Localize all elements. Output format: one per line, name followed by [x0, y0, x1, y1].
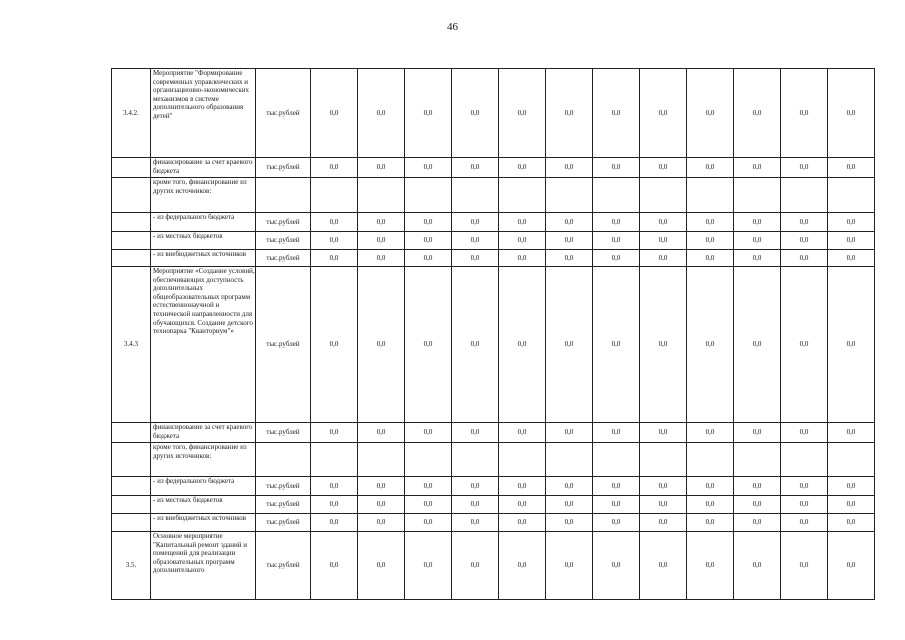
value-cell: 0,0	[687, 232, 734, 250]
value-cell: 0,0	[358, 250, 405, 267]
table-row	[112, 250, 875, 267]
value-cell: 0,0	[499, 267, 546, 423]
page-number: 46	[447, 21, 458, 33]
row-name-cell: Мероприятие "Формирование современных управленческих и организационно-экономических механизмов в системе дополнительного образования детей"	[151, 69, 256, 158]
row-name-cell: - из федерального бюджета	[151, 477, 256, 496]
row-name-cell: - из федерального бюджета	[151, 213, 256, 232]
value-cell	[452, 443, 499, 477]
value-cell	[593, 443, 640, 477]
row-unit-cell: тыс.рублей	[256, 213, 311, 232]
value-cell: 0,0	[311, 477, 358, 496]
value-cell: 0,0	[828, 158, 875, 178]
value-cell: 0,0	[311, 250, 358, 267]
table-row	[112, 213, 875, 232]
value-cell: 0,0	[546, 496, 593, 514]
value-cell: 0,0	[546, 158, 593, 178]
value-cell: 0,0	[734, 514, 781, 532]
value-cell	[781, 443, 828, 477]
table-row	[112, 178, 875, 213]
value-cell: 0,0	[499, 423, 546, 443]
value-cell: 0,0	[593, 477, 640, 496]
value-cell	[687, 178, 734, 213]
table-row	[112, 267, 875, 423]
row-name-cell: кроме того, финансирование из других источников:	[151, 443, 256, 477]
value-cell	[734, 178, 781, 213]
value-cell: 0,0	[405, 69, 452, 158]
value-cell: 0,0	[546, 250, 593, 267]
value-cell: 0,0	[358, 514, 405, 532]
value-cell: 0,0	[687, 69, 734, 158]
value-cell	[358, 443, 405, 477]
value-cell: 0,0	[687, 532, 734, 600]
row-number-cell	[112, 423, 151, 443]
value-cell: 0,0	[781, 532, 828, 600]
value-cell: 0,0	[640, 69, 687, 158]
value-cell: 0,0	[640, 158, 687, 178]
value-cell: 0,0	[452, 532, 499, 600]
row-number-cell	[112, 178, 151, 213]
value-cell: 0,0	[828, 532, 875, 600]
value-cell	[593, 178, 640, 213]
value-cell: 0,0	[546, 477, 593, 496]
value-cell	[405, 443, 452, 477]
value-cell: 0,0	[828, 250, 875, 267]
value-cell: 0,0	[452, 158, 499, 178]
value-cell: 0,0	[405, 532, 452, 600]
value-cell: 0,0	[734, 477, 781, 496]
value-cell: 0,0	[734, 267, 781, 423]
value-cell: 0,0	[499, 158, 546, 178]
value-cell: 0,0	[311, 267, 358, 423]
value-cell: 0,0	[452, 213, 499, 232]
value-cell: 0,0	[546, 514, 593, 532]
row-number-cell	[112, 213, 151, 232]
value-cell: 0,0	[358, 532, 405, 600]
value-cell: 0,0	[687, 423, 734, 443]
value-cell: 0,0	[452, 477, 499, 496]
value-cell: 0,0	[828, 514, 875, 532]
row-unit-cell: тыс.рублей	[256, 514, 311, 532]
value-cell: 0,0	[828, 232, 875, 250]
value-cell: 0,0	[640, 250, 687, 267]
value-cell: 0,0	[452, 232, 499, 250]
value-cell: 0,0	[734, 158, 781, 178]
value-cell	[311, 178, 358, 213]
value-cell	[452, 178, 499, 213]
value-cell: 0,0	[640, 423, 687, 443]
value-cell: 0,0	[405, 158, 452, 178]
value-cell: 0,0	[593, 158, 640, 178]
row-unit-cell: тыс.рублей	[256, 423, 311, 443]
value-cell: 0,0	[781, 158, 828, 178]
value-cell: 0,0	[640, 477, 687, 496]
row-number-cell: 3.4.2.	[112, 69, 151, 158]
row-name-cell: Мероприятие «Создание условий, обеспечивающих доступность дополнительных общеобразовательных программ естественнонаучной и технической направленности для обучающихся. Создание детского технопарка "Кванториум"»	[151, 267, 256, 423]
value-cell: 0,0	[452, 267, 499, 423]
value-cell: 0,0	[781, 213, 828, 232]
value-cell: 0,0	[687, 158, 734, 178]
row-unit-cell	[256, 178, 311, 213]
value-cell: 0,0	[593, 69, 640, 158]
value-cell	[734, 443, 781, 477]
row-number-cell	[112, 496, 151, 514]
value-cell: 0,0	[405, 477, 452, 496]
value-cell: 0,0	[828, 496, 875, 514]
value-cell: 0,0	[781, 496, 828, 514]
value-cell: 0,0	[546, 213, 593, 232]
value-cell: 0,0	[452, 514, 499, 532]
value-cell	[499, 443, 546, 477]
value-cell: 0,0	[734, 250, 781, 267]
row-unit-cell: тыс.рублей	[256, 250, 311, 267]
row-number-cell	[112, 250, 151, 267]
value-cell: 0,0	[640, 232, 687, 250]
value-cell: 0,0	[405, 250, 452, 267]
row-number-cell: 3.4.3	[112, 267, 151, 423]
value-cell: 0,0	[499, 232, 546, 250]
value-cell: 0,0	[781, 423, 828, 443]
value-cell: 0,0	[499, 213, 546, 232]
value-cell: 0,0	[311, 514, 358, 532]
row-unit-cell	[256, 443, 311, 477]
value-cell: 0,0	[640, 496, 687, 514]
value-cell: 0,0	[358, 496, 405, 514]
row-number-cell	[112, 158, 151, 178]
value-cell: 0,0	[546, 423, 593, 443]
value-cell: 0,0	[640, 532, 687, 600]
row-unit-cell: тыс.рублей	[256, 496, 311, 514]
value-cell: 0,0	[687, 496, 734, 514]
value-cell: 0,0	[734, 532, 781, 600]
row-name-cell: - из местных бюджетов	[151, 232, 256, 250]
value-cell: 0,0	[405, 267, 452, 423]
value-cell: 0,0	[358, 158, 405, 178]
value-cell: 0,0	[499, 496, 546, 514]
row-name-cell: - из внебюджетных источников	[151, 514, 256, 532]
value-cell: 0,0	[640, 514, 687, 532]
value-cell: 0,0	[781, 250, 828, 267]
value-cell: 0,0	[499, 250, 546, 267]
value-cell: 0,0	[405, 496, 452, 514]
value-cell	[311, 443, 358, 477]
value-cell: 0,0	[781, 267, 828, 423]
value-cell: 0,0	[593, 514, 640, 532]
value-cell: 0,0	[499, 514, 546, 532]
row-number-cell	[112, 443, 151, 477]
value-cell: 0,0	[311, 496, 358, 514]
row-unit-cell: тыс.рублей	[256, 232, 311, 250]
value-cell	[358, 178, 405, 213]
table-row	[112, 69, 875, 158]
value-cell: 0,0	[828, 213, 875, 232]
table-row	[112, 423, 875, 443]
value-cell: 0,0	[358, 213, 405, 232]
value-cell: 0,0	[593, 496, 640, 514]
value-cell: 0,0	[593, 213, 640, 232]
value-cell: 0,0	[405, 213, 452, 232]
value-cell: 0,0	[781, 69, 828, 158]
value-cell	[828, 443, 875, 477]
value-cell: 0,0	[499, 69, 546, 158]
row-name-cell: финансирование за счет краевого бюджета	[151, 158, 256, 178]
value-cell: 0,0	[405, 423, 452, 443]
value-cell: 0,0	[640, 213, 687, 232]
value-cell: 0,0	[311, 532, 358, 600]
value-cell: 0,0	[640, 267, 687, 423]
value-cell: 0,0	[546, 532, 593, 600]
value-cell	[640, 178, 687, 213]
value-cell	[405, 178, 452, 213]
row-name-cell: - из местных бюджетов	[151, 496, 256, 514]
value-cell: 0,0	[358, 267, 405, 423]
row-name-cell: финансирование за счет краевого бюджета	[151, 423, 256, 443]
value-cell: 0,0	[546, 69, 593, 158]
value-cell: 0,0	[311, 213, 358, 232]
table-row	[112, 158, 875, 178]
row-unit-cell: тыс.рублей	[256, 267, 311, 423]
value-cell: 0,0	[734, 423, 781, 443]
value-cell: 0,0	[358, 477, 405, 496]
row-name-cell: Основное мероприятие "Капитальный ремонт зданий и помещений для реализации образовательных программ дополнительного	[151, 532, 256, 600]
value-cell: 0,0	[452, 423, 499, 443]
value-cell: 0,0	[311, 69, 358, 158]
table-row	[112, 443, 875, 477]
value-cell: 0,0	[546, 232, 593, 250]
value-cell	[687, 443, 734, 477]
value-cell: 0,0	[781, 477, 828, 496]
row-unit-cell: тыс.рублей	[256, 69, 311, 158]
value-cell: 0,0	[828, 477, 875, 496]
table-body	[112, 69, 875, 600]
value-cell: 0,0	[499, 532, 546, 600]
value-cell: 0,0	[593, 423, 640, 443]
value-cell: 0,0	[687, 477, 734, 496]
row-number-cell: 3.5.	[112, 532, 151, 600]
row-unit-cell: тыс.рублей	[256, 477, 311, 496]
value-cell: 0,0	[452, 496, 499, 514]
value-cell: 0,0	[593, 267, 640, 423]
row-number-cell	[112, 232, 151, 250]
budget-table	[111, 68, 875, 600]
row-number-cell	[112, 477, 151, 496]
value-cell: 0,0	[828, 423, 875, 443]
value-cell: 0,0	[546, 267, 593, 423]
row-name-cell: кроме того, финансирование из других источников:	[151, 178, 256, 213]
value-cell: 0,0	[311, 158, 358, 178]
value-cell: 0,0	[687, 213, 734, 232]
value-cell: 0,0	[734, 496, 781, 514]
value-cell: 0,0	[593, 250, 640, 267]
table-row	[112, 477, 875, 496]
table-row	[112, 514, 875, 532]
value-cell: 0,0	[358, 232, 405, 250]
value-cell	[640, 443, 687, 477]
value-cell: 0,0	[452, 69, 499, 158]
row-name-cell: - из внебюджетных источников	[151, 250, 256, 267]
value-cell: 0,0	[405, 232, 452, 250]
value-cell: 0,0	[358, 423, 405, 443]
value-cell: 0,0	[781, 514, 828, 532]
value-cell: 0,0	[687, 250, 734, 267]
table-row	[112, 232, 875, 250]
value-cell: 0,0	[734, 213, 781, 232]
table-row	[112, 496, 875, 514]
row-unit-cell: тыс.рублей	[256, 532, 311, 600]
value-cell	[546, 443, 593, 477]
value-cell	[499, 178, 546, 213]
value-cell: 0,0	[311, 232, 358, 250]
value-cell: 0,0	[405, 514, 452, 532]
value-cell: 0,0	[499, 477, 546, 496]
value-cell	[828, 178, 875, 213]
value-cell: 0,0	[781, 232, 828, 250]
value-cell: 0,0	[734, 69, 781, 158]
value-cell: 0,0	[734, 232, 781, 250]
value-cell: 0,0	[593, 532, 640, 600]
value-cell: 0,0	[687, 514, 734, 532]
value-cell: 0,0	[452, 250, 499, 267]
value-cell: 0,0	[311, 423, 358, 443]
value-cell: 0,0	[593, 232, 640, 250]
row-number-cell	[112, 514, 151, 532]
value-cell: 0,0	[828, 69, 875, 158]
value-cell: 0,0	[828, 267, 875, 423]
value-cell: 0,0	[687, 267, 734, 423]
value-cell	[781, 178, 828, 213]
table-row	[112, 532, 875, 600]
value-cell	[546, 178, 593, 213]
row-unit-cell: тыс.рублей	[256, 158, 311, 178]
value-cell: 0,0	[358, 69, 405, 158]
